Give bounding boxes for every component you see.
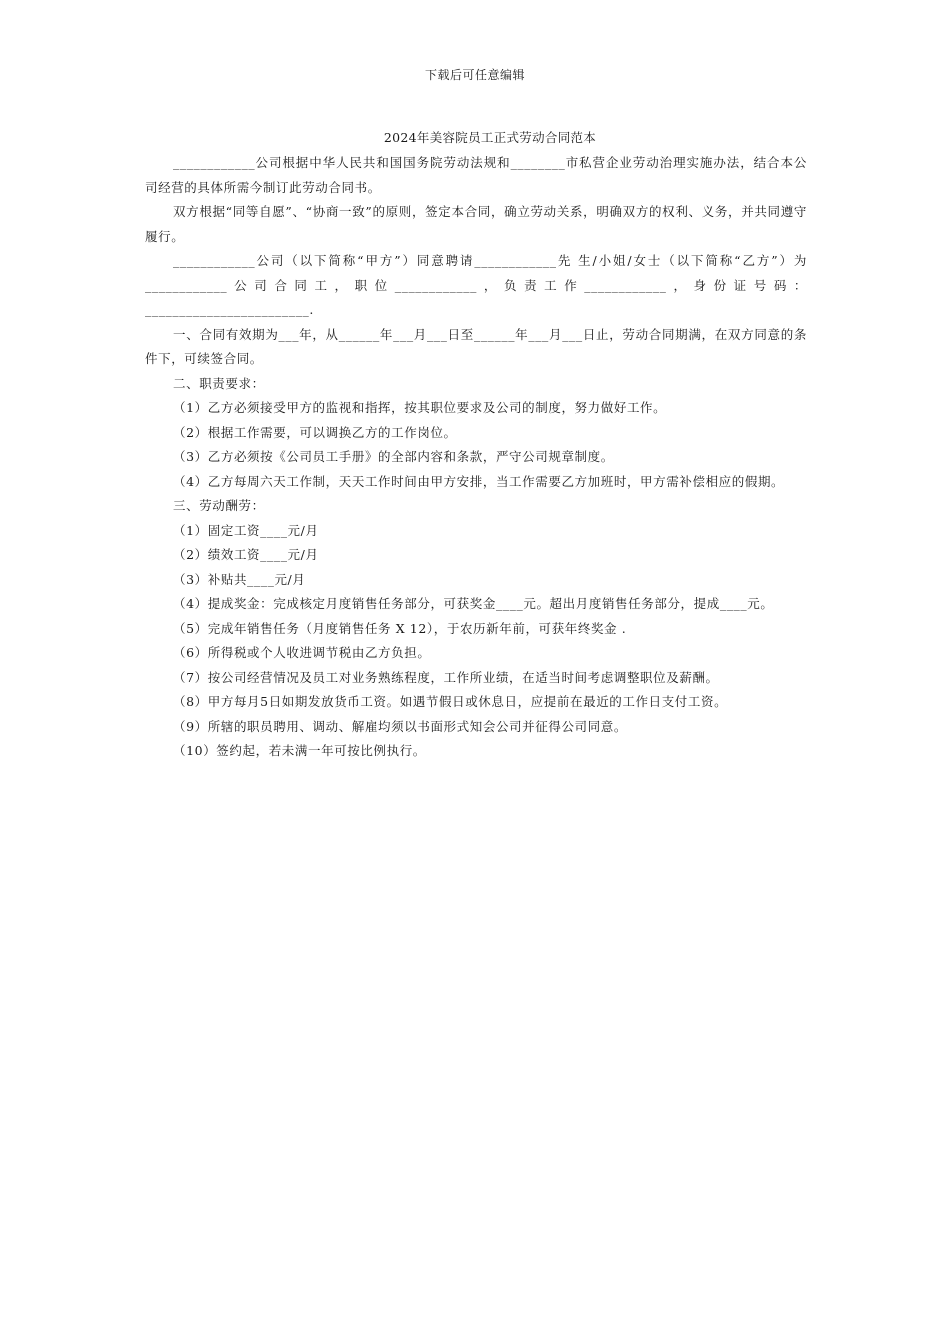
paragraph-intro: ____________公司根据中华人民共和国国务院劳动法规和________市私营企业劳动治理实施办法，结合本公司经营的具体所需今制订此劳动合同书。 [145, 155, 807, 195]
pay-item-9: （9）所辖的职员聘用、调动、解雇均须以书面形式知会公司并征得公司同意。 [173, 718, 627, 734]
paragraph-term: 一、合同有效期为___年，从______年___月___日至______年___月___日止，劳动合同期满，在双方同意的条件下，可续签合同。 [145, 326, 807, 366]
paragraph-parties: ____________公司（以下简称“甲方”）同意聘请____________先 生/小姐/女士（以下简称“乙方”）为____________公司合同工，职位____________，负责工作____________，身份证号码：________________________. [145, 253, 807, 317]
pay-item-2: （2）绩效工资____元/月 [173, 547, 319, 562]
duty-item-2: （2）根据工作需要，可以调换乙方的工作岗位。 [173, 424, 457, 440]
section-pay-heading: 三、劳动酬劳： [173, 498, 265, 513]
header-note: 下载后可任意编辑 [424, 68, 525, 82]
section-duties-heading: 二、职责要求： [173, 375, 265, 391]
duty-item-1: （1）乙方必须接受甲方的监视和指挥，按其职位要求及公司的制度，努力做好工作。 [173, 400, 667, 415]
pay-item-8: （8）甲方每月5日如期发放货币工资。如遇节假日或休息日，应提前在最近的工作日支付工资。 [173, 694, 728, 709]
pay-item-5: （5）完成年销售任务（月度销售任务 X 12），于农历新年前，可获年终奖金 . [173, 620, 627, 636]
duty-item-3: （3）乙方必须按《公司员工手册》的全部内容和条款，严守公司规章制度。 [173, 449, 614, 464]
pay-item-4: （4）提成奖金：完成核定月度销售任务部分，可获奖金____元。超出月度销售任务部分，提成____元。 [173, 596, 774, 611]
pay-item-7: （7）按公司经营情况及员工对业务熟练程度，工作所业绩，在适当时间考虑调整职位及薪酬。 [173, 669, 719, 685]
pay-item-3: （3）补贴共____元/月 [173, 571, 306, 587]
document-title: 2024年美容院员工正式劳动合同范本 [383, 130, 597, 145]
pay-item-6: （6）所得税或个人收进调节税由乙方负担。 [173, 645, 431, 660]
document-body [145, 151, 807, 764]
pay-item-1: （1）固定工资____元/月 [173, 522, 319, 538]
duty-item-4: （4）乙方每周六天工作制，天天工作时间由甲方安排，当工作需要乙方加班时，甲方需补偿相应的假期。 [173, 473, 785, 489]
pay-item-10: （10）签约起，若未满一年可按比例执行。 [173, 743, 426, 758]
paragraph-principle: 双方根据“同等自愿”、“协商一致”的原则，签定本合同，确立劳动关系，明确双方的权利、义务，并共同遵守履行。 [145, 204, 807, 244]
